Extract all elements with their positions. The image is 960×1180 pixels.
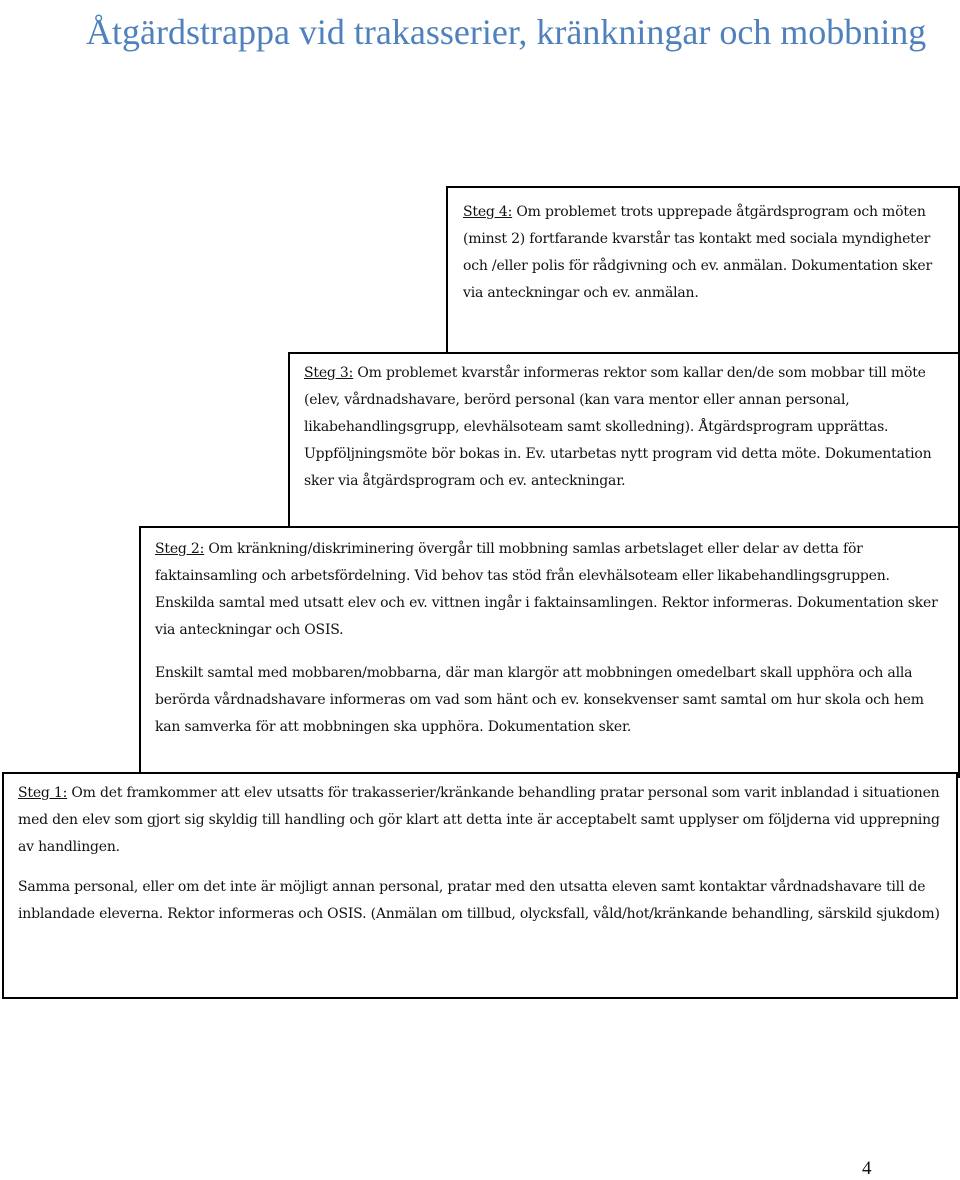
step-4-label: Steg 4: [463, 204, 513, 220]
step-1-paragraph-2: Samma personal, eller om det inte är möjligt annan personal, pratar med den utsatta eleven samt kontaktar vårdnadshavare till de inblandade eleverna. Rektor informeras och OSIS. (Anmälan om tillbud, olycksfall, våld/hot/kränkande behandling, särskild sjukdom) [18, 879, 940, 922]
step-2-label: Steg 2: [155, 541, 205, 557]
step-1-box [2, 772, 958, 999]
step-2-box [139, 526, 960, 778]
step-3-text: Om problemet kvarstår informeras rektor som kallar den/de som mobbar till möte (elev, vårdnadshavare, berörd personal (kan vara mentor eller annan personal, likabehandlingsgrupp, elevhälsoteam samt skolledning). Åtgärdsprogram upprättas. Uppföljningsmöte bör bokas in. Ev. utarbetas nytt program vid detta möte. Dokumentation sker via åtgärdsprogram och ev. anteckningar. [304, 365, 932, 489]
step-2-paragraph-1 [155, 536, 942, 644]
step-3-label: Steg 3: [304, 365, 354, 381]
step-4-text: Om problemet trots upprepade åtgärdsprogram och möten (minst 2) fortfarande kvarstår tas kontakt med sociala myndigheter och /eller polis för rådgivning och ev. anmälan. Dokumentation sker via anteckningar och ev. anmälan. [463, 204, 932, 301]
step-3-paragraph-1 [304, 360, 942, 495]
page-number: 4 [862, 1158, 872, 1179]
step-1-paragraph-1 [18, 780, 940, 861]
step-2-text: Om kränkning/diskriminering övergår till mobbning samlas arbetslaget eller delar av detta för faktainsamling och arbetsfördelning. Vid behov tas stöd från elevhälsoteam eller likabehandlingsgruppen. Enskilda samtal med utsatt elev och ev. vittnen ingår i faktainsamlingen. Rektor informeras. Dokumentation sker via anteckningar och OSIS. [155, 541, 938, 638]
step-1-text: Om det framkommer att elev utsatts för trakasserier/kränkande behandling pratar personal som varit inblandad i situationen med den elev som gjort sig skyldig till handling och gör klart att detta inte är acceptabelt samt upplyser om följderna vid upprepning av handlingen. [18, 785, 940, 855]
document-title: Åtgärdstrappa vid trakasserier, kränkningar och mobbning [86, 12, 927, 52]
step-1-label: Steg 1: [18, 785, 68, 801]
step-4-paragraph-1 [463, 199, 944, 307]
step-2-paragraph-2: Enskilt samtal med mobbaren/mobbarna, där man klargör att mobbningen omedelbart skall upphöra och alla berörda vårdnadshavare informeras om vad som hänt och ev. konsekvenser samt samtal om hur skola och hem kan samverka för att mobbningen ska upphöra. Dokumentation sker. [155, 665, 924, 735]
